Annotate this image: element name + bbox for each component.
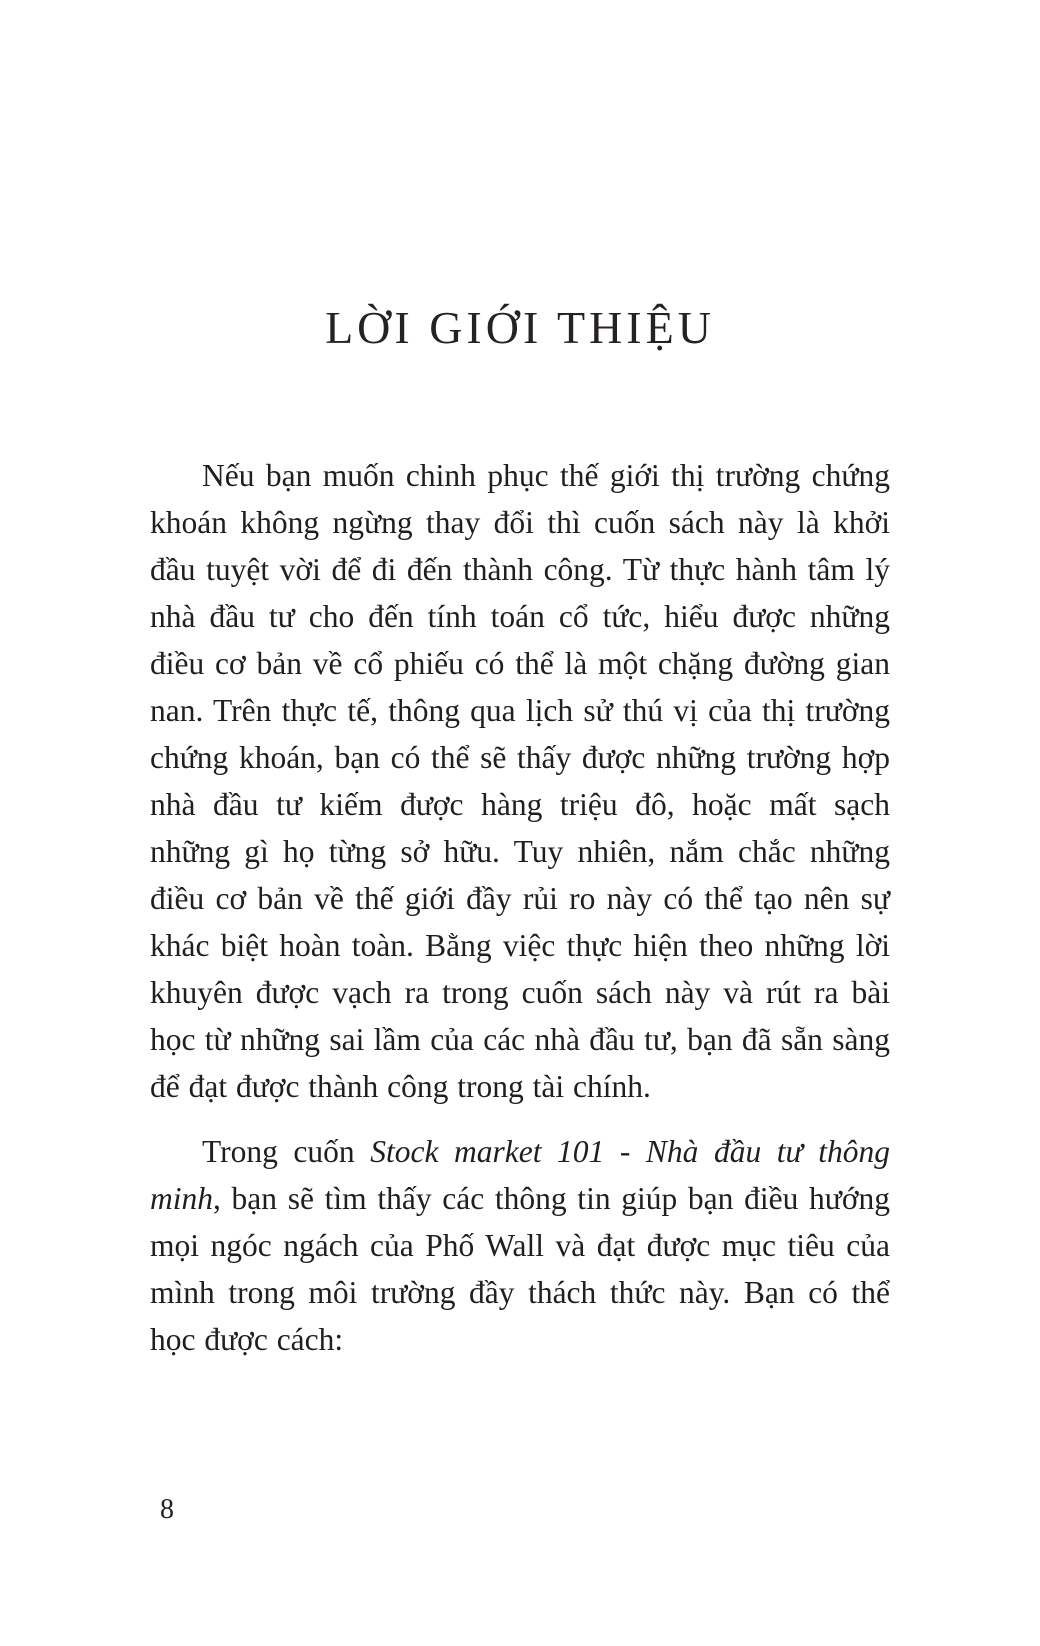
text-run: Nếu bạn muốn chinh phục thế giới thị trường chứng khoán không ngừng thay đổi thì cuốn sách này là khởi đầu tuyệt vời để đi đến thành công. Từ thực hành tâm lý nhà đầu tư cho đến tính toán cổ tức, hiểu được những điều cơ bản về cổ phiếu có thể là một chặng đường gian nan. Trên thực tế, thông qua lịch sử thú vị của thị trường chứng khoán, bạn có thể sẽ thấy được những trường hợp nhà đầu tư kiếm được hàng triệu đô, hoặc mất sạch những gì họ từng sở hữu. Tuy nhiên, nắm chắc những điều cơ bản về thế giới đầy rủi ro này có thể tạo nên sự khác biệt hoàn toàn. Bằng việc thực hiện theo những lời khuyên được vạch ra trong cuốn sách này và rút ra bài học từ những sai lầm của các nhà đầu tư, bạn đã sẵn sàng để đạt được thành công trong tài chính.	[150, 458, 890, 1104]
page-title: LỜI GIỚI THIỆU	[325, 302, 715, 353]
page-content	[150, 452, 890, 1381]
text-run: Trong cuốn	[202, 1134, 371, 1169]
text-run: , bạn sẽ tìm thấy các thông tin giúp bạn điều hướng mọi ngóc ngách của Phố Wall và đạt được mục tiêu của mình trong môi trường đầy thách thức này. Bạn có thể học được cách:	[150, 1181, 890, 1357]
paragraph	[150, 1128, 890, 1363]
paragraph	[150, 452, 890, 1110]
italic-text-run: Stock market 101 - Nhà đầu tư thông minh	[150, 1134, 891, 1216]
page-number: 8	[160, 1494, 174, 1525]
